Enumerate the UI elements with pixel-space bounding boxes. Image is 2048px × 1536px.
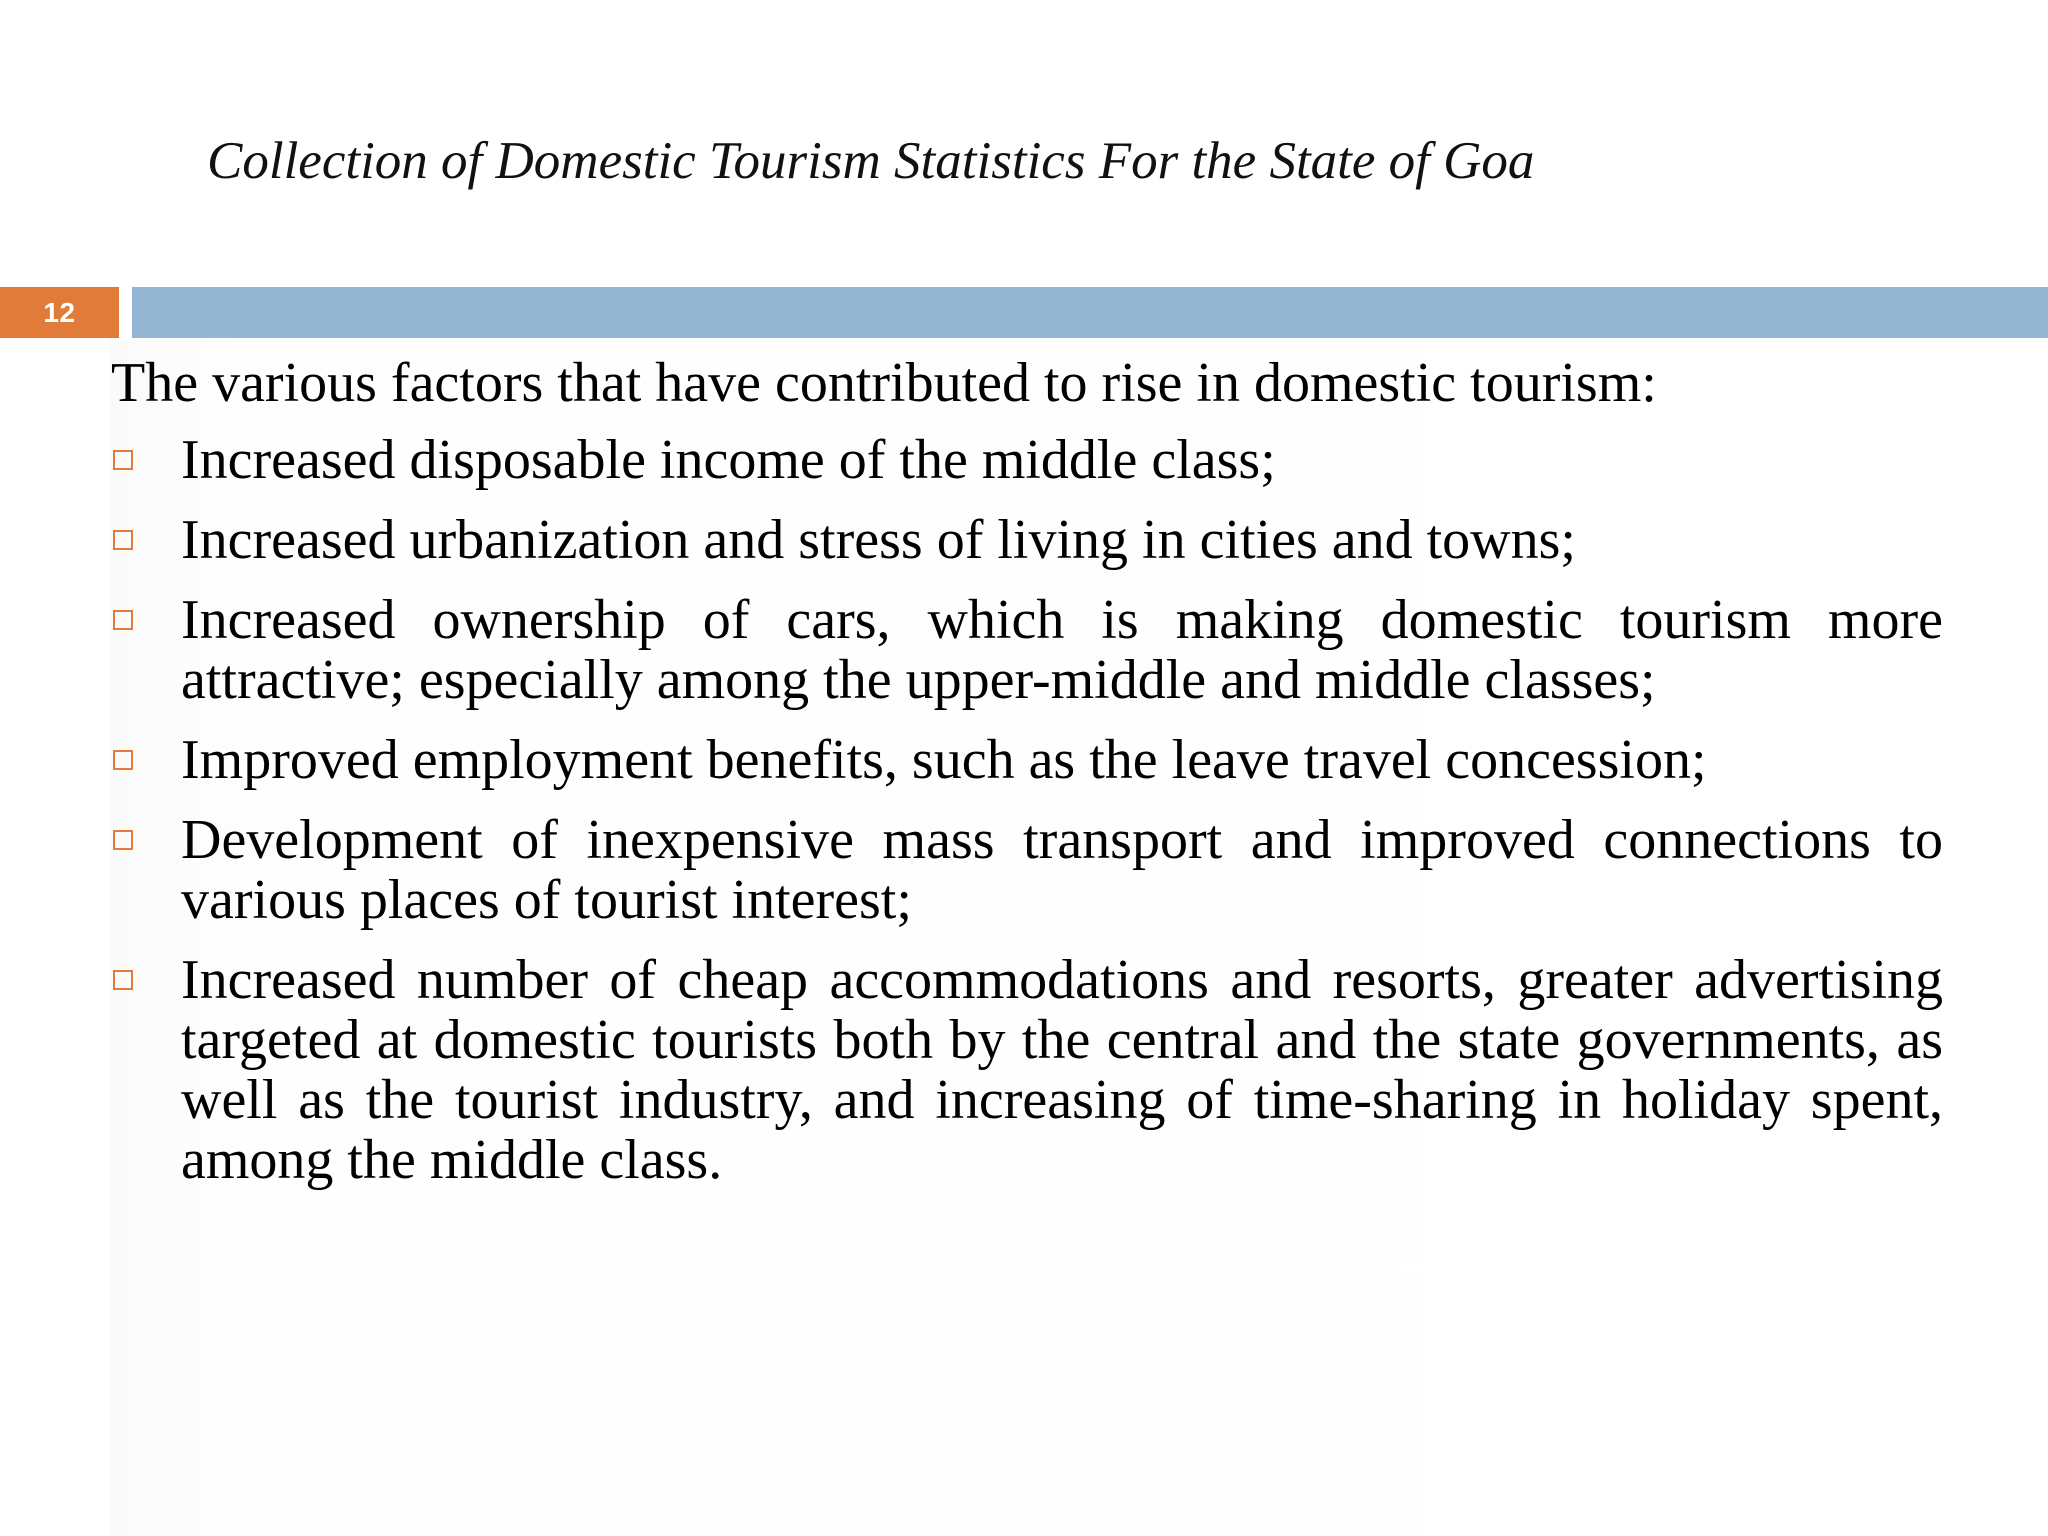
list-item	[111, 430, 1943, 490]
square-bullet-icon	[113, 450, 133, 470]
intro-text: The various factors that have contributed to rise in domestic tourism:	[111, 352, 1657, 414]
square-bullet-icon	[113, 530, 133, 550]
list-item-text: Increased ownership of cars, which is making domestic tourism more attractive; especially among the upper-middle and middle classes;	[181, 589, 1943, 711]
square-bullet-icon	[113, 970, 133, 990]
list-item	[111, 510, 1943, 570]
page-number: 12	[43, 296, 76, 328]
slide-title: Collection of Domestic Tourism Statistics For the State of Goa	[207, 132, 1535, 190]
header-bar	[132, 287, 2048, 338]
list-item	[111, 810, 1943, 930]
page-number-badge	[0, 287, 119, 338]
factors-list	[111, 430, 1943, 1190]
list-item-text: Development of inexpensive mass transport and improved connections to various places of tourist interest;	[181, 809, 1943, 931]
list-item-text: Increased disposable income of the middle class;	[181, 429, 1276, 491]
list-item	[111, 950, 1943, 1190]
square-bullet-icon	[113, 830, 133, 850]
list-item	[111, 590, 1943, 710]
list-item-text: Improved employment benefits, such as the leave travel concession;	[181, 729, 1707, 791]
list-item	[111, 730, 1943, 790]
slide-body	[111, 350, 1943, 1210]
square-bullet-icon	[113, 610, 133, 630]
square-bullet-icon	[113, 750, 133, 770]
list-item-text: Increased urbanization and stress of living in cities and towns;	[181, 509, 1576, 571]
list-item-text: Increased number of cheap accommodations and resorts, greater advertising targeted at domestic tourists both by the central and the state governments, as well as the tourist industry, and increasing of time-sharing in holiday spent, among the middle class.	[181, 949, 1943, 1191]
